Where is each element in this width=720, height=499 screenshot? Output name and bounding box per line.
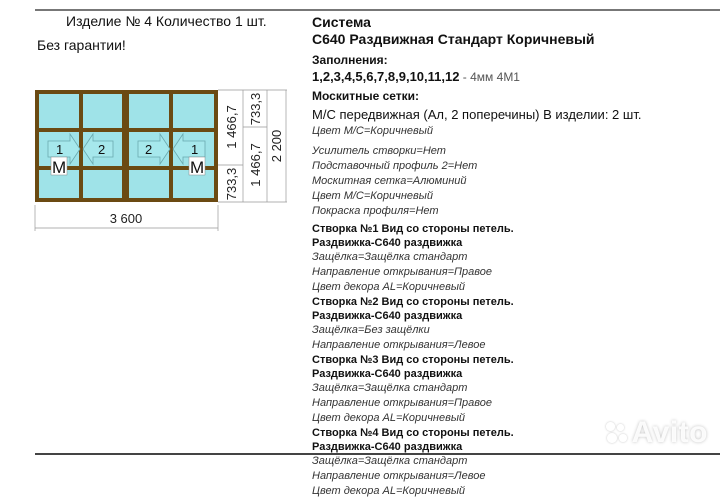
sash-number-2: 2 [98,142,106,157]
dim-mid-lower: 1 466,7 [248,143,263,187]
sash-4-prop: Направление открывания=Левое [312,470,486,482]
mosquito-prop: Покраска профиля=Нет [312,205,439,217]
sash-4-prop: Защёлка=Защёлка стандарт [312,455,468,467]
mosquito-mark-1: М [52,158,67,177]
sash-3-prop: Цвет декора AL=Коричневый [312,412,466,424]
warranty-note: Без гарантии! [37,37,126,53]
bottom-rule [35,453,720,455]
sash-3-prop: Защёлка=Защёлка стандарт [312,382,468,394]
mosquito-prop: Москитная сетка=Алюминий [312,175,467,187]
avito-wordmark: Avito [631,416,708,449]
mosquito-mark-2: М [190,158,205,177]
system-label: Система [312,14,371,30]
sash-2-subtitle: Раздвижка-С640 раздвижка [312,310,463,322]
dim-mid-upper: 733,3 [248,92,263,126]
top-rule-right [300,9,720,11]
sash-1-prop: Направление открывания=Правое [312,266,492,278]
mosquito-prop: Усилитель створки=Нет [312,145,446,157]
top-rule-left [35,9,300,11]
sash-1-title: Створка №1 Вид со стороны петель. [312,223,514,235]
sash-number-4: 1 [191,142,199,157]
sash-2-prop: Направление открывания=Левое [312,339,486,351]
avito-watermark [606,416,708,450]
sash-3-prop: Направление открывания=Правое [312,397,492,409]
sash-number-1: 1 [56,142,64,157]
mosquito-label: Москитные сетки: [312,89,420,103]
dim-left-lower: 733,3 [224,167,239,201]
sash-4-subtitle: Раздвижка-С640 раздвижка [312,441,463,453]
mosquito-value: М/С передвижная (Ал, 2 поперечины) В изделии: 2 шт. [312,107,642,122]
fillings-numbers: 1,2,3,4,5,6,7,8,9,10,11,12 [312,69,460,84]
system-value: С640 Раздвижная Стандарт Коричневый [312,31,595,47]
fillings-value: - 4мм 4М1 [459,70,520,84]
fillings-line [312,68,712,86]
sash-4-prop: Цвет декора AL=Коричневый [312,485,466,497]
product-line: Изделие № 4 Количество 1 шт. [66,13,267,29]
sash-2-prop: Защёлка=Без защёлки [312,324,430,336]
sash-4-title: Створка №4 Вид со стороны петель. [312,427,514,439]
sash-3-title: Створка №3 Вид со стороны петель. [312,354,514,366]
width-dimension: 3 600 [109,211,143,226]
window-drawing [30,85,300,233]
sash-2-title: Створка №2 Вид со стороны петель. [312,296,514,308]
fillings-label: Заполнения: [312,53,388,67]
mosquito-prop: Подставочный профиль 2=Нет [312,160,478,172]
sash-1-prop: Цвет декора AL=Коричневый [312,281,466,293]
mosquito-prop: Цвет М/С=Коричневый [312,190,433,202]
dim-left-upper: 1 466,7 [224,105,239,149]
mosquito-prop: Цвет М/С=Коричневый [312,125,433,137]
sash-1-subtitle: Раздвижка-С640 раздвижка [312,237,463,249]
sash-3-subtitle: Раздвижка-С640 раздвижка [312,368,463,380]
sash-number-3: 2 [145,142,153,157]
avito-logo-icon [606,422,628,444]
height-dimension: 2 200 [269,129,284,163]
sash-1-prop: Защёлка=Защёлка стандарт [312,251,468,263]
